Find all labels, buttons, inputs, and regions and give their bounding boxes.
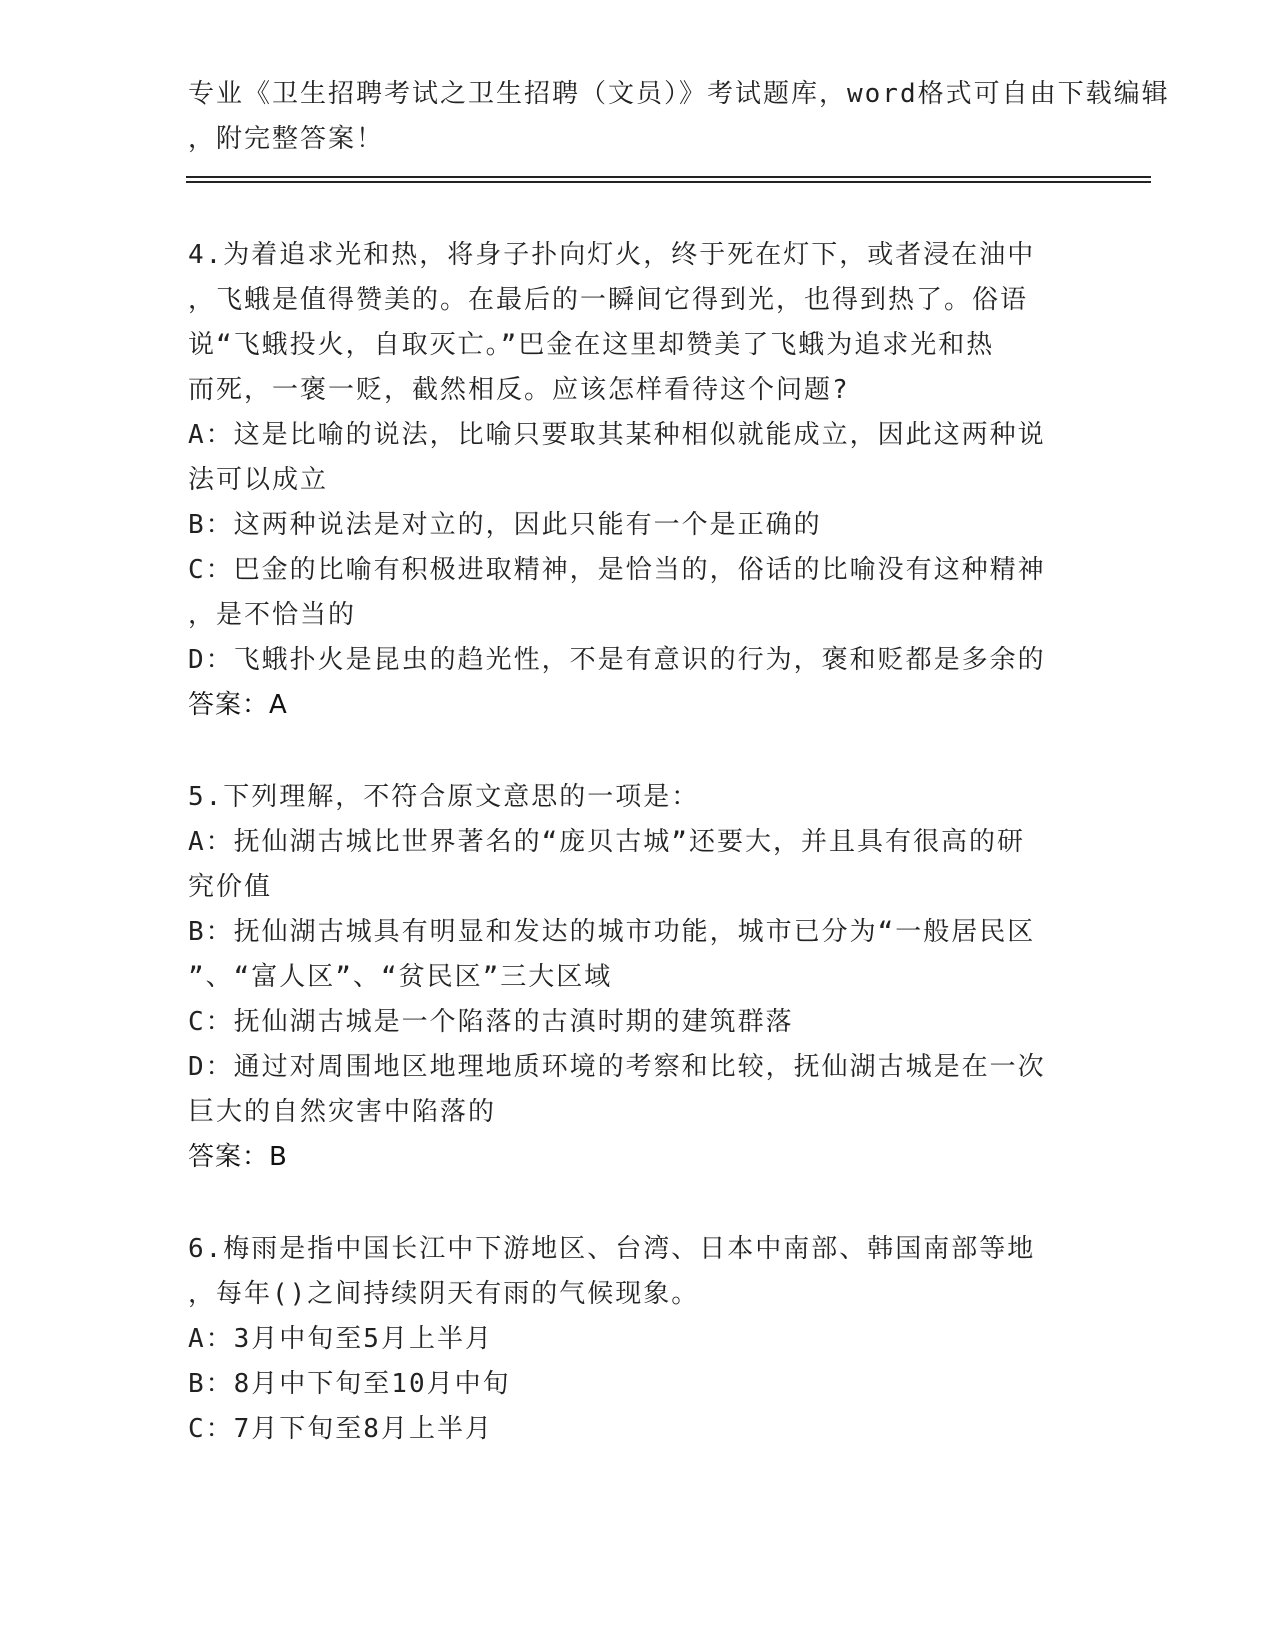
option-c (188, 548, 1088, 638)
option-line: B：8月中下旬至10月中旬 (188, 1369, 511, 1399)
option-d (188, 638, 1088, 683)
option-line: C：7月下旬至8月上半月 (188, 1414, 493, 1444)
option-line: B：这两种说法是对立的，因此只能有一个是正确的 (188, 510, 822, 540)
document-header (188, 72, 1170, 162)
option-c (188, 1000, 1088, 1045)
option-line: C：巴金的比喻有积极进取精神，是恰当的，俗话的比喻没有这种精神 (188, 555, 1046, 585)
option-line: A：抚仙湖古城比世界著名的“庞贝古城”还要大，并且具有很高的研 (188, 827, 1025, 857)
answer-label: 答案：B (188, 1142, 288, 1172)
stem-line: 6.梅雨是指中国长江中下游地区、台湾、日本中南部、韩国南部等地 (188, 1234, 1036, 1264)
question-6 (188, 1227, 1088, 1452)
option-line: 巨大的自然灾害中陷落的 (188, 1097, 497, 1127)
option-line: A：这是比喻的说法，比喻只要取其某种相似就能成立，因此这两种说 (188, 420, 1046, 450)
option-b (188, 1362, 1088, 1407)
option-a (188, 1317, 1088, 1362)
question-stem (188, 1227, 1088, 1317)
header-divider-top (186, 176, 1151, 178)
option-a (188, 413, 1088, 503)
question-stem (188, 775, 1088, 820)
option-c (188, 1407, 1088, 1452)
option-b (188, 910, 1088, 1000)
question-4 (188, 233, 1088, 728)
question-5 (188, 775, 1088, 1180)
option-line: A：3月中旬至5月上半月 (188, 1324, 493, 1354)
option-b (188, 503, 1088, 548)
stem-line: 而死，一褒一贬，截然相反。应该怎样看待这个问题? (188, 375, 850, 405)
option-line: D：通过对周围地区地理地质环境的考察和比较，抚仙湖古城是在一次 (188, 1052, 1046, 1082)
stem-line: 4.为着追求光和热，将身子扑向灯火，终于死在灯下，或者浸在油中 (188, 240, 1036, 270)
question-list (188, 233, 1088, 1499)
option-d (188, 1045, 1088, 1135)
stem-line: ，飞蛾是值得赞美的。在最后的一瞬间它得到光，也得到热了。俗语 (188, 285, 1029, 315)
stem-line: 说“飞蛾投火，自取灭亡。”巴金在这里却赞美了飞蛾为追求光和热 (188, 330, 995, 360)
stem-line: 5.下列理解，不符合原文意思的一项是： (188, 782, 700, 812)
option-line: D：飞蛾扑火是昆虫的趋光性，不是有意识的行为，褒和贬都是多余的 (188, 645, 1046, 675)
option-line: B：抚仙湖古城具有明显和发达的城市功能，城市已分为“一般居民区 (188, 917, 1036, 947)
stem-line: ，每年()之间持续阴天有雨的气候现象。 (188, 1279, 700, 1309)
option-line: C：抚仙湖古城是一个陷落的古滇时期的建筑群落 (188, 1007, 794, 1037)
question-stem (188, 233, 1088, 413)
header-line: ，附完整答案！ (188, 124, 385, 154)
answer-label: 答案：A (188, 690, 288, 720)
option-line: 究价值 (188, 872, 273, 902)
option-a (188, 820, 1088, 910)
option-line: ”、“富人区”、“贫民区”三大区域 (188, 962, 613, 992)
header-divider-bottom (186, 181, 1151, 183)
header-line: 专业《卫生招聘考试之卫生招聘（文员）》考试题库，word格式可自由下载编辑 (188, 79, 1170, 109)
option-line: 法可以成立 (188, 465, 329, 495)
option-line: ，是不恰当的 (188, 600, 357, 630)
